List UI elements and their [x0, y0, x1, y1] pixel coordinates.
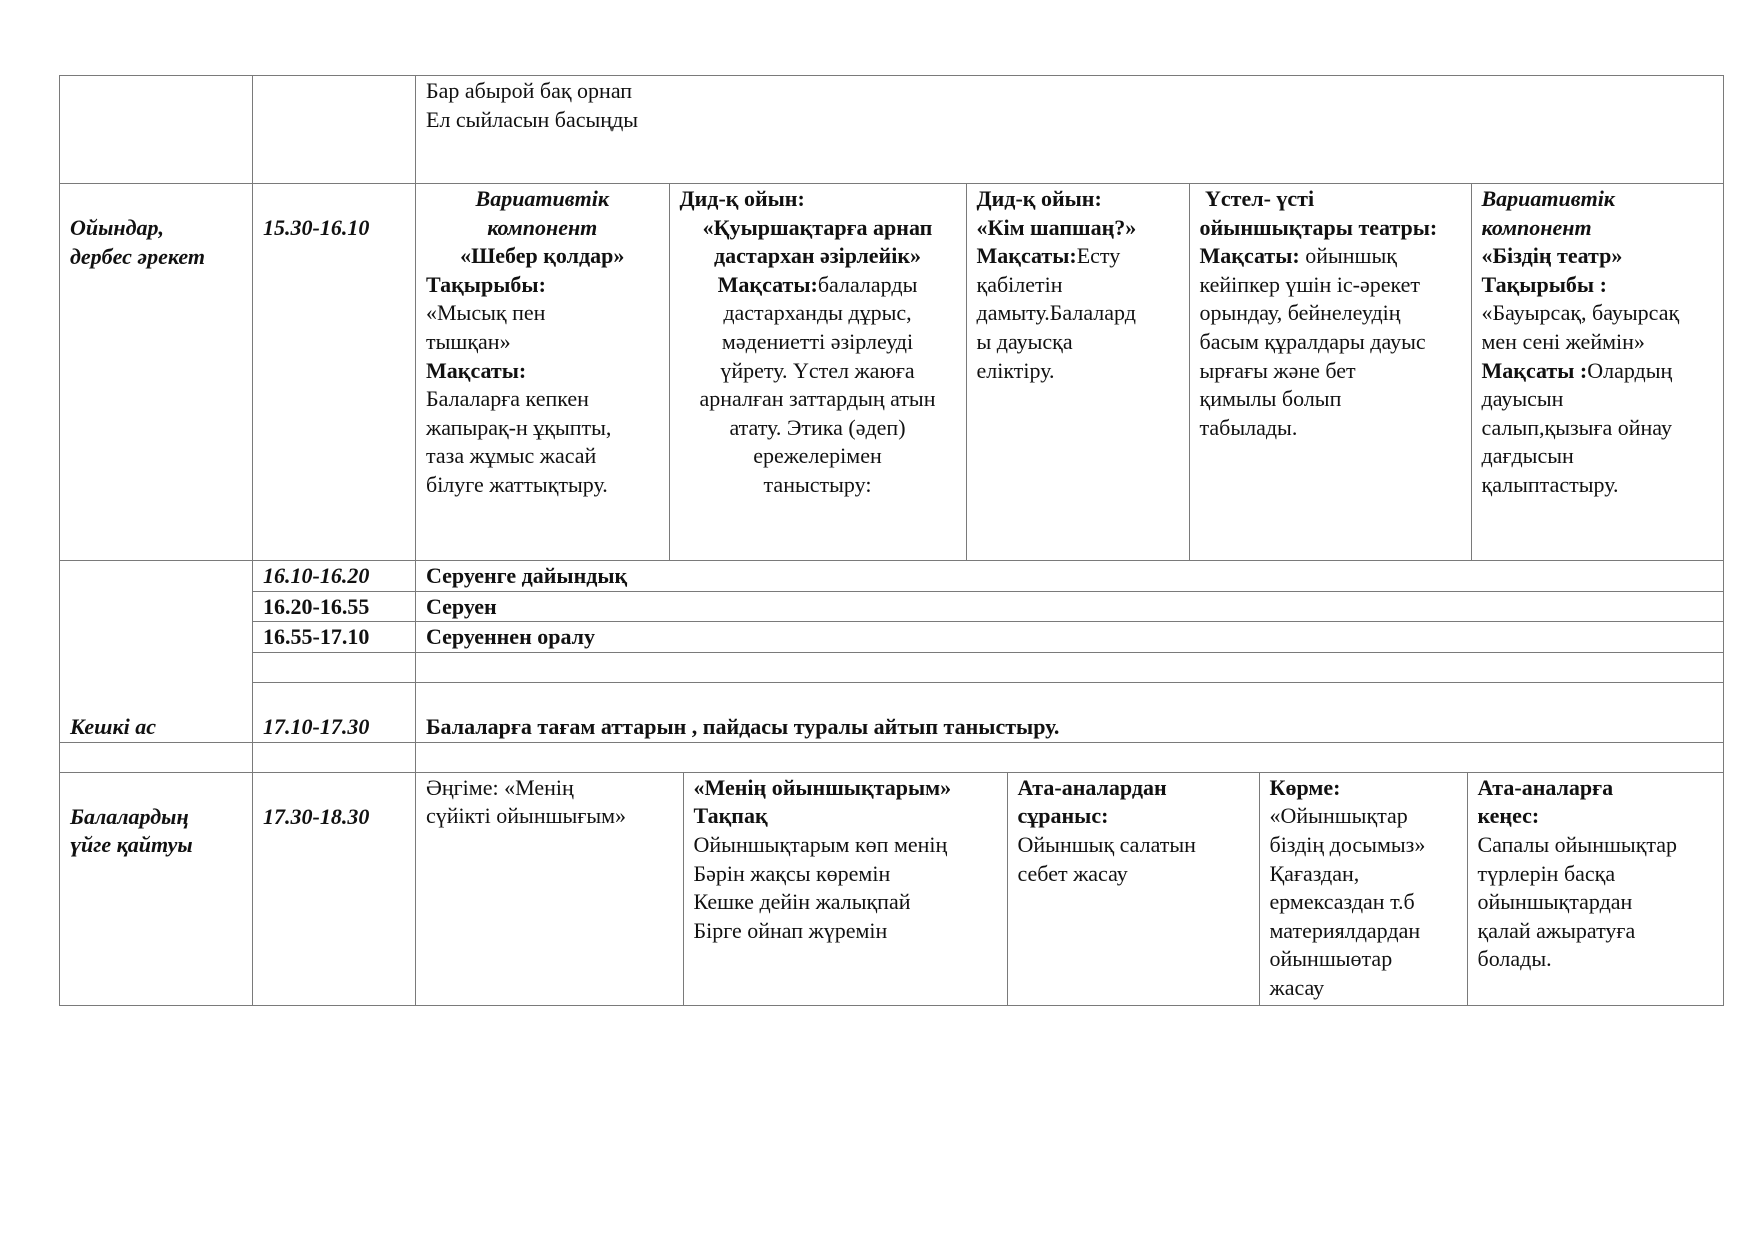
- empty-text-cell: [416, 652, 1724, 682]
- c3-goal-4: еліктіру.: [976, 357, 1055, 383]
- games-row: [60, 184, 1724, 561]
- poem-line-1: Бар абырой бақ орнап: [426, 78, 633, 103]
- time-cell: [253, 76, 416, 184]
- games-activities-cell: [416, 184, 1724, 561]
- home-c2-line-4: Бірге ойнап жүремін: [693, 917, 888, 943]
- home-section-cell: [60, 772, 253, 1005]
- poem-row: [60, 76, 1724, 184]
- home-parents-advice: [1467, 773, 1724, 1005]
- c2-goal-3: үйрету. Үстел жаюға: [720, 357, 915, 383]
- c5-goal-3: дағдысын: [1481, 443, 1574, 469]
- c5-goal-first: Олардың: [1587, 357, 1673, 383]
- c5-goal-1: дауысын: [1481, 386, 1564, 412]
- c1-goal-label: Мақсаты:: [426, 357, 527, 383]
- c1-goal-3: таза жұмыс жасай: [426, 443, 597, 469]
- dinner-text: Балаларға тағам аттарын , пайдасы туралы айтып таныстыру.: [416, 682, 1724, 742]
- walk-text: Серуен: [416, 591, 1724, 622]
- home-c4-line-7: жасау: [1269, 974, 1325, 1000]
- home-c1-line-1: Әңгіме: «Менің: [426, 774, 574, 800]
- c5-heading-1: Вариативтік: [1481, 186, 1615, 211]
- c5-goal-first-line: [1482, 357, 1715, 386]
- c2-goal-4: арналған заттардың атын: [699, 386, 936, 412]
- home-c1-line-2: сүйікті ойыншығым»: [426, 803, 627, 829]
- c3-goal-label: Мақсаты:: [976, 243, 1077, 269]
- c1-goal-2: жапырақ-н ұқыпты,: [426, 414, 612, 440]
- c2-goal-label: Мақсаты:: [717, 271, 818, 297]
- games-section-line-1: Ойындар,: [70, 215, 165, 240]
- c3-goal-1: қабілетін: [976, 271, 1063, 297]
- home-c4-line-4: ермексаздан т.б: [1269, 889, 1415, 915]
- home-c5-line-4: қалай ажыратуға: [1477, 917, 1636, 943]
- c4-goal-2: орындау, бейнелеудің: [1199, 300, 1401, 326]
- c1-heading-2: компонент: [487, 214, 598, 240]
- activity-who-is-faster: [966, 184, 1189, 560]
- c3-title: «Кім шапшаң?»: [976, 214, 1137, 240]
- poem-line-2: Ел сыйласын басыңды: [426, 106, 639, 132]
- c5-goal-label: Мақсаты :: [1481, 357, 1588, 383]
- activity-variative-masters: [416, 184, 669, 560]
- walk-row: [60, 591, 1724, 622]
- home-c2-line-2: Бәрін жақсы көремін: [693, 860, 891, 886]
- c2-title-1: «Қуыршақтарға арнап: [702, 214, 933, 240]
- c4-heading-1: Үстел- үсті: [1199, 186, 1315, 211]
- walk-prep-text: Серуенге дайындық: [416, 561, 1724, 592]
- home-my-toys: [683, 773, 1007, 1005]
- spacer-cell-1: [60, 742, 253, 772]
- games-activities-table: [416, 184, 1724, 560]
- c5-goal-4: қалыптастыру.: [1481, 471, 1619, 497]
- poem-cell: [416, 76, 1724, 184]
- empty-time-cell: [253, 652, 416, 682]
- dinner-time: 17.10-17.30: [253, 682, 416, 742]
- c2-goal-7: таныстыру:: [763, 471, 872, 497]
- walk-return-time: 16.55-17.10: [253, 622, 416, 653]
- c1-topic-label: Тақырыбы:: [426, 271, 546, 297]
- home-c5-heading-1: Ата-аналарға: [1477, 774, 1614, 800]
- c4-goal-label: Мақсаты:: [1199, 243, 1300, 269]
- c3-heading: Дид-қ ойын:: [976, 186, 1102, 211]
- c2-goal-first-line: [680, 271, 956, 300]
- home-c3-line-1: Ойыншық салатын: [1017, 831, 1196, 857]
- home-c2-line-3: Кешке дейін жалықпай: [693, 889, 911, 915]
- c4-heading-2: ойыншықтары театры:: [1199, 214, 1438, 240]
- empty-row: [60, 652, 1724, 682]
- c4-goal-5: қимылы болып: [1199, 386, 1342, 412]
- c5-topic-2: мен сені жеймін»: [1481, 328, 1645, 354]
- spacer-cell-3: [416, 742, 1724, 772]
- home-c5-heading-2: кеңес:: [1477, 803, 1540, 829]
- home-section-line-2: үйге қайтуы: [70, 832, 193, 858]
- c1-title: «Шебер қолдар»: [460, 243, 625, 269]
- c1-heading-1: Вариативтік: [475, 186, 609, 211]
- home-activities-table: [416, 773, 1724, 1005]
- home-conversation: [416, 773, 683, 1005]
- home-activities-cell: [416, 772, 1724, 1005]
- c2-goal-5: атату. Этика (әдеп): [729, 414, 906, 440]
- home-time: 17.30-18.30: [253, 772, 416, 1005]
- c1-goal-1: Балаларға кепкен: [426, 386, 589, 412]
- walk-prep-time: 16.10-16.20: [253, 561, 416, 592]
- walk-time: 16.20-16.55: [253, 591, 416, 622]
- dinner-row: [60, 682, 1724, 742]
- home-c2-title: «Менің ойыншықтарым»: [693, 774, 952, 800]
- c4-goal-first: ойыншық: [1299, 243, 1397, 269]
- home-parents-request: [1007, 773, 1259, 1005]
- home-section-line-1: Балалардың: [70, 803, 189, 829]
- activity-our-theatre: [1471, 184, 1724, 560]
- games-time: 15.30-16.10: [253, 184, 416, 561]
- c5-topic-1: «Бауырсақ, бауырсақ: [1481, 300, 1680, 326]
- c2-goal-6: ережелерімен: [753, 443, 882, 469]
- c5-goal-2: салып,қызыға ойнау: [1481, 414, 1672, 440]
- home-c4-line-6: ойыншыөтар: [1269, 946, 1393, 972]
- c5-title: «Біздің театр»: [1481, 243, 1623, 269]
- c3-goal-first-line: [977, 242, 1179, 271]
- home-c4-line-5: материялдардан: [1269, 917, 1421, 943]
- home-c2-line-1: Ойыншықтарым көп менің: [693, 831, 948, 857]
- spacer-cell-2: [253, 742, 416, 772]
- home-row: [60, 772, 1724, 1005]
- dinner-section: Кешкі ас: [60, 561, 253, 743]
- c4-goal-3: басым құралдары дауыс: [1199, 328, 1426, 354]
- home-c5-line-5: болады.: [1477, 946, 1552, 972]
- home-c5-line-3: ойыншықтардан: [1477, 889, 1633, 915]
- c3-goal-3: ы дауысқа: [976, 328, 1073, 354]
- c4-goal-1: кейіпкер үшін іс-әрекет: [1199, 271, 1421, 297]
- activity-dolls-table: [669, 184, 966, 560]
- walk-return-text: Серуеннен оралу: [416, 622, 1724, 653]
- c2-goal-first: балаларды: [817, 271, 918, 297]
- schedule-table: [59, 75, 1724, 1006]
- home-c3-heading-2: сұраныс:: [1017, 803, 1109, 829]
- home-c5-line-1: Сапалы ойыншықтар: [1477, 831, 1678, 857]
- home-exhibition: [1259, 773, 1467, 1005]
- c2-goal-1: дастарханды дұрыс,: [723, 300, 912, 326]
- home-c2-sub: Тақпақ: [693, 803, 768, 829]
- c5-heading-2: компонент: [1481, 214, 1592, 240]
- games-section-cell: [60, 184, 253, 561]
- home-c3-heading-1: Ата-аналардан: [1017, 774, 1167, 800]
- walk-return-row: [60, 622, 1724, 653]
- home-c3-line-2: себет жасау: [1017, 860, 1128, 886]
- c2-heading: Дид-қ ойын:: [679, 186, 805, 211]
- c4-goal-4: ырғағы және бет: [1199, 357, 1356, 383]
- c1-topic-1: «Мысық пен: [426, 300, 546, 326]
- c3-goal-2: дамыту.Балалард: [976, 300, 1136, 326]
- activity-table-theatre: [1189, 184, 1471, 560]
- c5-topic-label: Тақырыбы :: [1481, 271, 1607, 297]
- c1-goal-4: білуге жаттықтыру.: [426, 471, 608, 497]
- home-c5-line-2: түрлерін басқа: [1477, 860, 1616, 886]
- c1-topic-2: тышқан»: [426, 328, 511, 354]
- c2-title-2: дастархан әзірлейік»: [713, 243, 922, 269]
- home-c4-line-2: біздің досымыз»: [1269, 831, 1426, 857]
- walk-prep-row: [60, 561, 1724, 592]
- section-cell: [60, 76, 253, 184]
- c4-goal-6: табылады.: [1199, 414, 1298, 440]
- home-c4-line-1: «Ойыншықтар: [1269, 803, 1408, 829]
- c3-goal-first: Есту: [1076, 243, 1121, 269]
- schedule-page: [59, 75, 1723, 1006]
- games-section-line-2: дербес әрекет: [70, 243, 206, 269]
- c4-goal-first-line: [1200, 242, 1461, 271]
- spacer-row: [60, 742, 1724, 772]
- c2-goal-2: мәдениетті әзірлеуді: [721, 328, 914, 354]
- home-c4-heading: Көрме:: [1269, 774, 1341, 800]
- home-c4-line-3: Қағаздан,: [1269, 860, 1360, 886]
